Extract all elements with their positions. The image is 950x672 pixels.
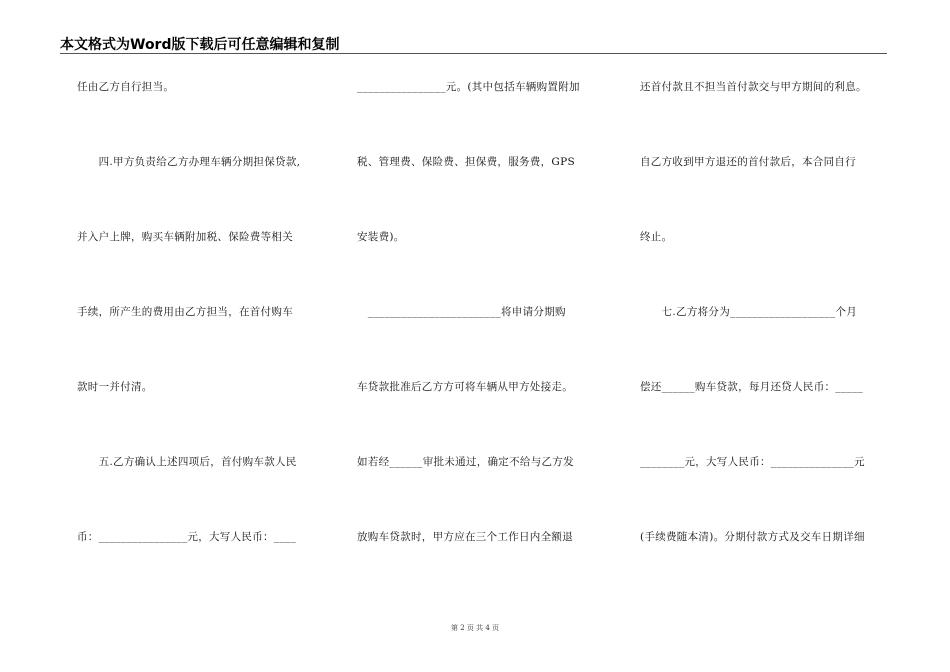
text-line: ________________元。(其中包括车辆购置附加 (357, 81, 580, 93)
text-line: 并入户上牌，购买车辆附加税、保险费等相关 (77, 231, 293, 243)
text-line: ________________________将申请分期购 (357, 306, 566, 318)
page-number: 第 2 页 共 4 页 (450, 624, 500, 632)
text-line: 自乙方收到甲方退还的首付款后，本合同自行 (640, 156, 856, 168)
header-divider (60, 53, 887, 54)
text-line: 还首付款且不担当首付款交与甲方期间的利息。 (640, 81, 867, 93)
text-line: 终止。 (640, 231, 673, 243)
text-line: 款时一并付清。 (77, 381, 153, 393)
text-line: 放购车贷款时，甲方应在三个工作日内全额退 (357, 531, 573, 543)
text-line: 安装费)。 (357, 231, 405, 243)
text-line: 七.乙方将分为___________________个月 (640, 306, 858, 318)
text-line: 任由乙方自行担当。 (77, 81, 175, 93)
text-line: 如若经______审批未通过，确定不给与乙方发 (357, 456, 574, 468)
document-header: 本文格式为Word版下载后可任意编辑和复制 (60, 37, 340, 53)
text-line: 税、管理费、保险费、担保费，服务费，GPS (357, 156, 575, 168)
text-line: (手续费随本清)。分期付款方式及交车日期详细 (640, 531, 865, 543)
text-line: 车贷款批准后乙方方可将车辆从甲方处接走。 (357, 381, 573, 393)
text-line: 五.乙方确认上述四项后，首付购车款人民 (77, 456, 297, 468)
text-line: 手续，所产生的费用由乙方担当，在首付购车 (77, 306, 293, 318)
text-line: 偿还______购车贷款，每月还贷人民币：_____ (640, 381, 864, 393)
text-line: ________元，大写人民币：_______________元 (640, 456, 865, 468)
text-line: 四.甲方负责给乙方办理车辆分期担保贷款, (77, 156, 301, 168)
text-line: 币：________________元，大写人民币：____ (77, 531, 296, 543)
